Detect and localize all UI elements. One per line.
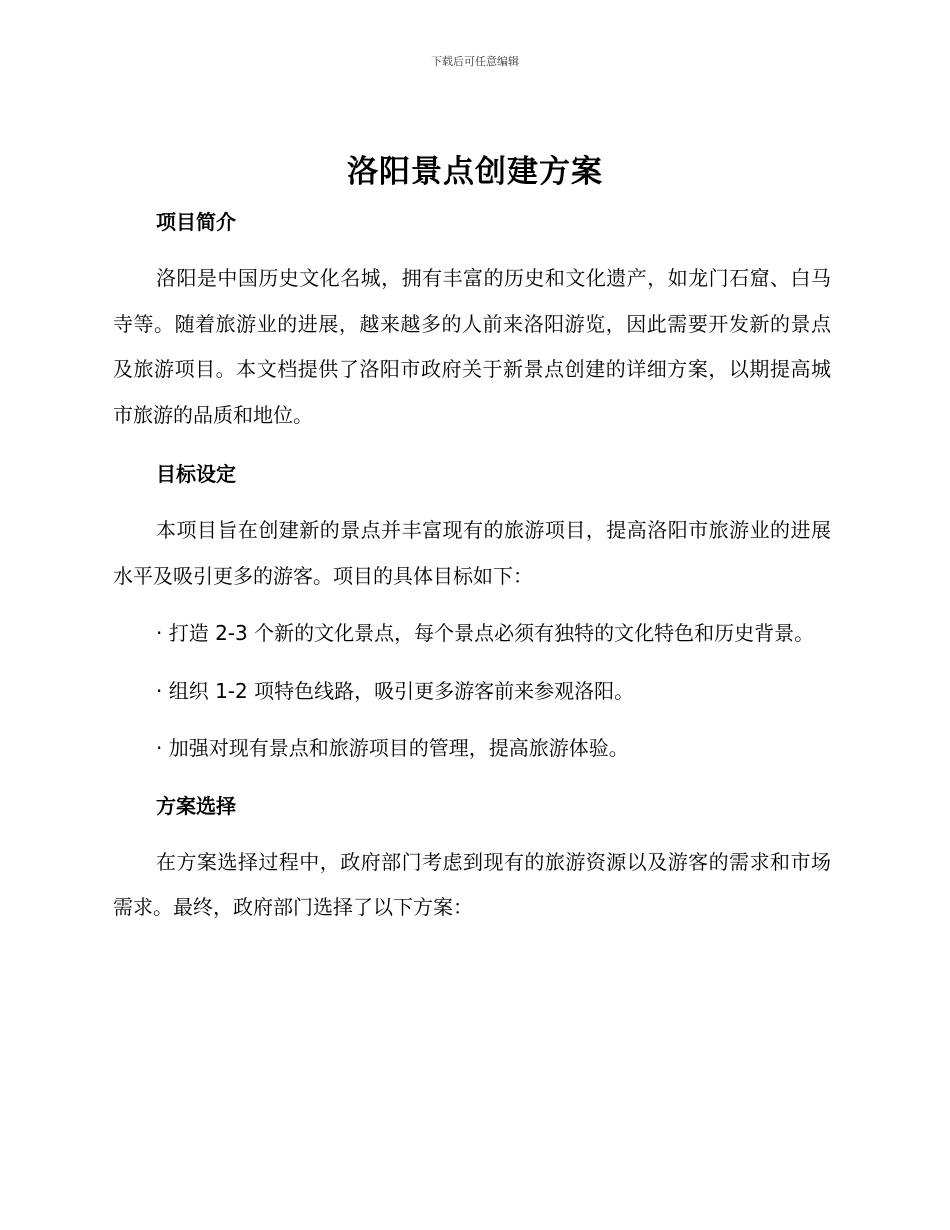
section-heading-plan: 方案选择 (156, 793, 236, 818)
bullet-item-management: · 加强对现有景点和旅游项目的管理，提高旅游体验。 (156, 736, 629, 760)
paragraph-plan: 在方案选择过程中，政府部门考虑到现有的旅游资源以及游客的需求和市场需求。最终，政府部门选择了以下方案： (113, 849, 831, 919)
bullet-item-new-sites: · 打造 2-3 个新的文化景点，每个景点必须有独特的文化特色和历史背景。 (156, 621, 815, 645)
bullet-item-routes: · 组织 1-2 项特色线路，吸引更多游客前来参观洛阳。 (156, 678, 635, 703)
section-heading-goals: 目标设定 (156, 462, 236, 486)
paragraph-goals: 本项目旨在创建新的景点并丰富现有的旅游项目，提高洛阳市旅游业的进展水平及吸引更多的游客。项目的具体目标如下： (113, 518, 831, 588)
document-title: 洛阳景点创建方案 (347, 154, 603, 190)
page-header-note: 下载后可任意编辑 (431, 55, 519, 68)
paragraph-intro: 洛阳是中国历史文化名城，拥有丰富的历史和文化遗产，如龙门石窟、白马寺等。随着旅游业的进展，越来越多的人前来洛阳游览，因此需要开发新的景点及旅游项目。本文档提供了洛阳市政府关于新景点创建的详细方案，以期提高城市旅游的品质和地位。 (113, 266, 831, 427)
document-body (113, 200, 831, 931)
section-heading-intro: 项目简介 (156, 210, 236, 234)
